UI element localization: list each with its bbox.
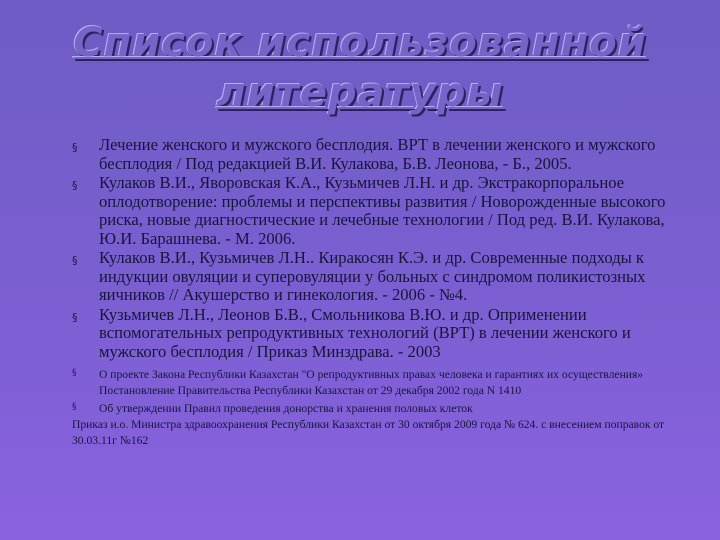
bullet-icon: § [72, 141, 78, 154]
bullet-icon: § [72, 368, 77, 378]
list-item [72, 367, 692, 399]
reference-list [72, 136, 692, 449]
slide-title: Список использованной литературы [73, 20, 647, 116]
reference-text: Лечение женского и мужского бесплодия. ВРТ в лечении женского и мужского бесплодия / Под редакцией В.И. Кулакова, Б.В. Леонова, - Б., 2005. [99, 135, 656, 173]
reference-text: Кулаков В.И., Яворовская К.А., Кузьмичев Л.Н. и др. Экстракорпоральное оплодотворение: проблемы и перспективы развития / Новорожденные высокого риска, новые диагностические и лечебные технологии / Под ред. В.И. Кулакова, Ю.И. Барашнева. - М. 2006. [99, 173, 666, 248]
list-item [72, 136, 692, 173]
list-item [72, 306, 692, 362]
list-item [72, 401, 692, 417]
bullet-icon: § [72, 254, 78, 267]
bullet-icon: § [72, 310, 78, 324]
reference-text: Кузьмичев Л.Н., Леонов Б.В., Смольникова В.Ю. и др. Оприменении вспомогательных репродуктивных технологий (ВРТ) в лечении женского и мужского бесплодия / Приказ Минздрава. - 2003 [99, 304, 631, 361]
list-item [72, 249, 692, 305]
reference-tail-text: Приказ и.о. Министра здравоохранения Республики Казахстан от 30 октября 2009 года № 624. с внесением поправок от 30.03.11г №162 [72, 418, 665, 447]
reference-text: Кулаков В.И., Кузьмичев Л.Н.. Киракосян К.Э. и др. Современные подходы к индукции овуляции и суперовуляции у больных с синдромом поликистозных яичников // Акушерство и гинекология. - 2006 - №4. [99, 248, 646, 304]
reference-text: Об утверждении Правил проведения донорства и хранения половых клеток [99, 402, 473, 415]
bullet-icon: § [72, 402, 77, 412]
bullet-icon: § [72, 179, 78, 192]
reference-text: О проекте Закона Республики Казахстан "О репродуктивных правах человека и гарантиях их осуществления» Постановление Правительства Республики Казахстан от 29 декабря 2002 года N 1410 [99, 368, 644, 397]
list-item [72, 174, 692, 248]
